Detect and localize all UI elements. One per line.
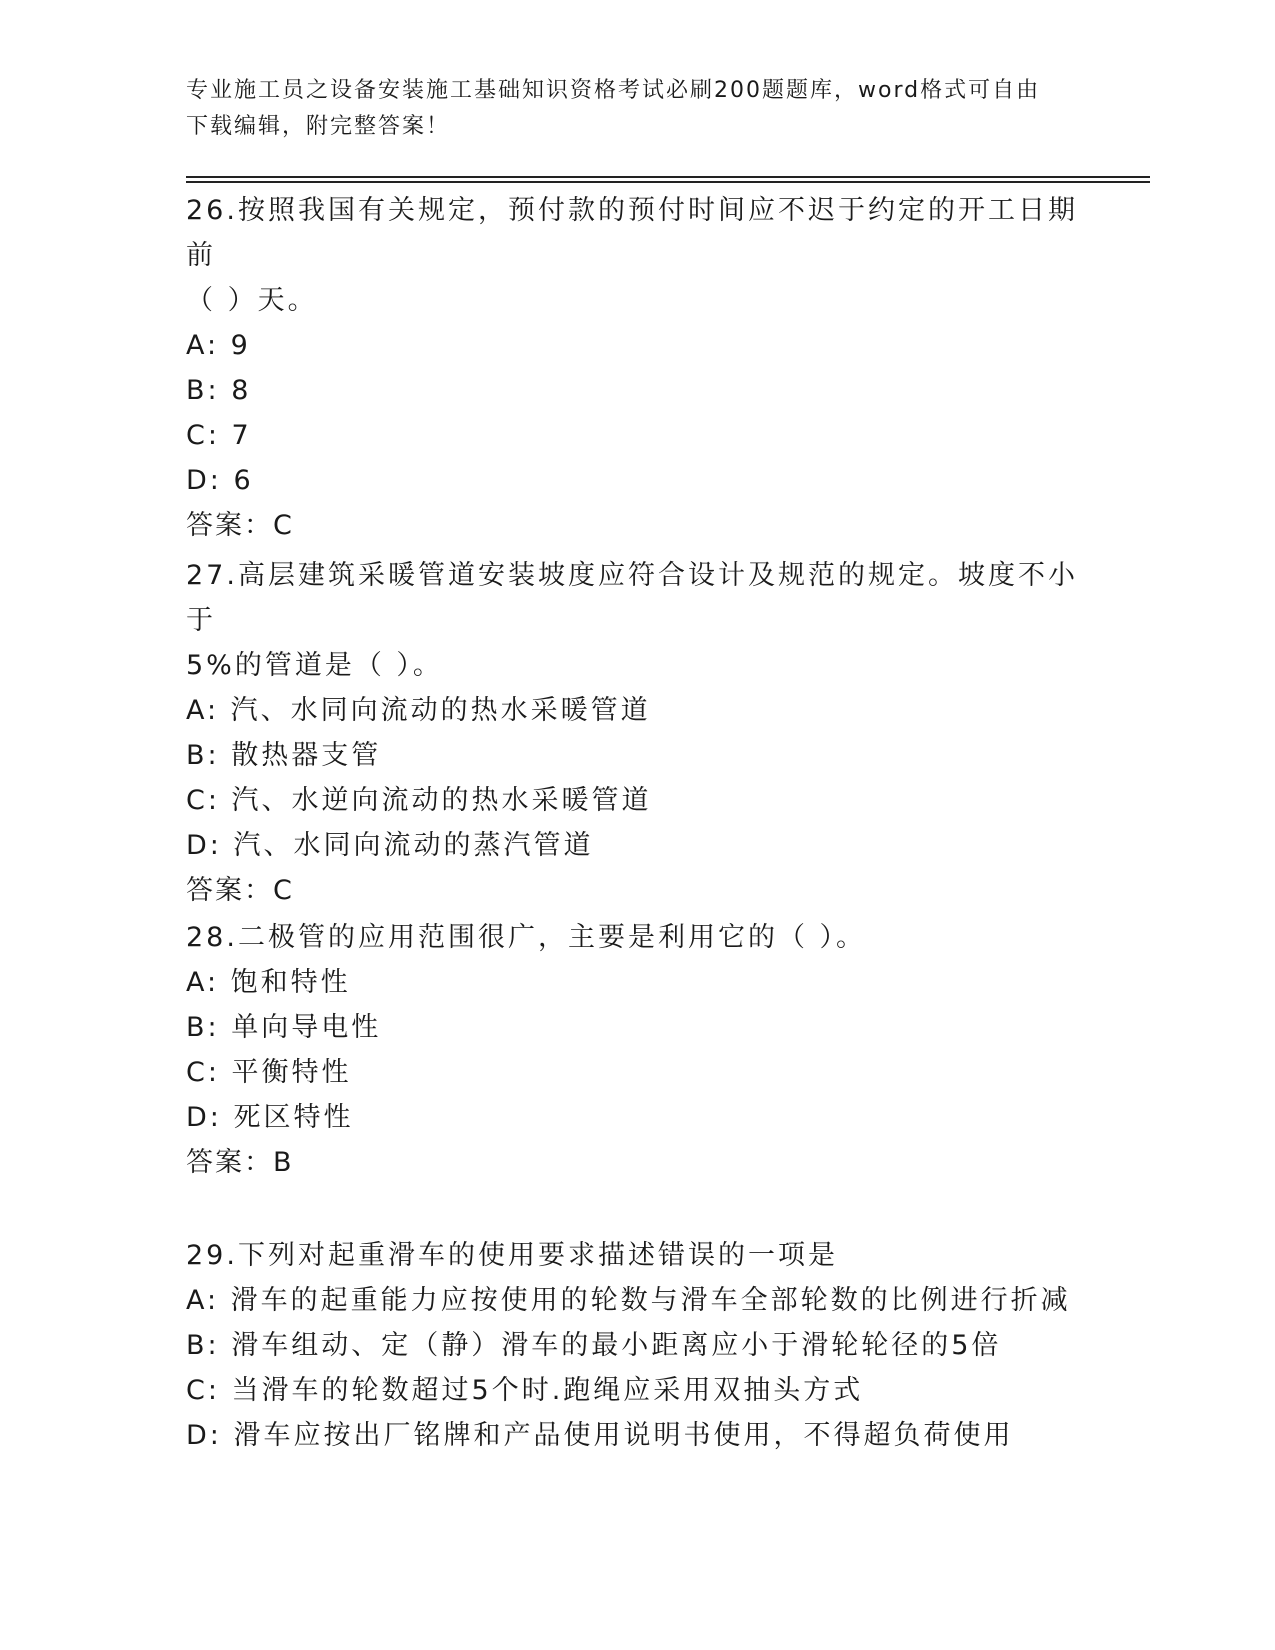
header-line-1: 专业施工员之设备安装施工基础知识资格考试必刷200题题库，word格式可自由 bbox=[186, 78, 1041, 103]
header-line-2: 下载编辑，附完整答案！ bbox=[186, 114, 451, 139]
question-stem-line-2: 5%的管道是（ ）。 bbox=[186, 650, 443, 681]
option-d: D: 滑车应按出厂铭牌和产品使用说明书使用，不得超负荷使用 bbox=[186, 1420, 1014, 1451]
option-a: A: 滑车的起重能力应按使用的轮数与滑车全部轮数的比例进行折减 bbox=[186, 1285, 1071, 1316]
answer: 答案：C bbox=[186, 510, 294, 541]
option-b: B: 散热器支管 bbox=[186, 740, 382, 771]
option-c: C: 7 bbox=[186, 420, 252, 451]
question-29 bbox=[186, 1233, 1086, 1458]
question-stem-line-1: 26.按照我国有关规定，预付款的预付时间应不迟于约定的开工日期前 bbox=[186, 195, 1078, 271]
question-stem-line-1: 29.下列对起重滑车的使用要求描述错误的一项是 bbox=[186, 1240, 838, 1271]
question-stem-line-1: 28.二极管的应用范围很广，主要是利用它的（ ）。 bbox=[186, 922, 867, 953]
option-c: C: 平衡特性 bbox=[186, 1057, 352, 1088]
question-stem-line-1: 27.高层建筑采暖管道安装坡度应符合设计及规范的规定。坡度不小于 bbox=[186, 560, 1078, 636]
option-b: B: 滑车组动、定（静）滑车的最小距离应小于滑轮轮径的5倍 bbox=[186, 1330, 1002, 1361]
option-a: A: 汽、水同向流动的热水采暖管道 bbox=[186, 695, 651, 726]
option-a: A: 9 bbox=[186, 330, 251, 361]
option-d: D: 6 bbox=[186, 465, 254, 496]
option-d: D: 死区特性 bbox=[186, 1102, 354, 1133]
header-divider-top bbox=[186, 176, 1150, 178]
question-28 bbox=[186, 915, 1086, 1185]
document-header bbox=[186, 73, 1066, 145]
question-stem-line-2: （ ）天。 bbox=[186, 285, 318, 316]
answer: 答案：B bbox=[186, 1147, 294, 1178]
option-c: C: 汽、水逆向流动的热水采暖管道 bbox=[186, 785, 652, 816]
option-b: B: 8 bbox=[186, 375, 252, 406]
answer: 答案：C bbox=[186, 875, 294, 906]
option-b: B: 单向导电性 bbox=[186, 1012, 382, 1043]
question-27 bbox=[186, 553, 1086, 913]
question-26 bbox=[186, 188, 1086, 548]
header-divider-bottom bbox=[186, 181, 1150, 183]
option-c: C: 当滑车的轮数超过5个时.跑绳应采用双抽头方式 bbox=[186, 1375, 864, 1406]
option-d: D: 汽、水同向流动的蒸汽管道 bbox=[186, 830, 594, 861]
option-a: A: 饱和特性 bbox=[186, 967, 351, 998]
